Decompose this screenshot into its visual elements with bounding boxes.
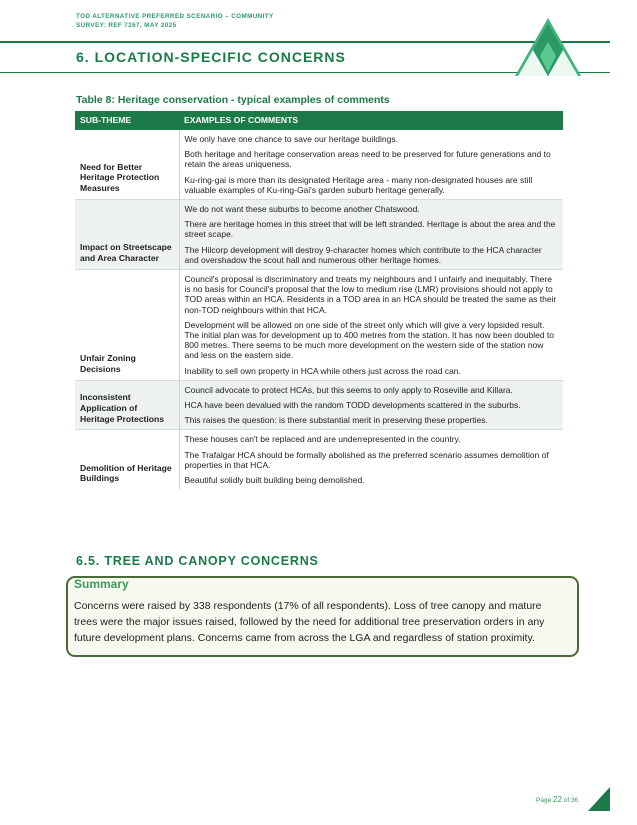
comment-text: These houses can't be replaced and are underrepresented in the country.	[184, 434, 461, 445]
comment-text: Beautiful solidly built building being demolished.	[184, 475, 365, 486]
comment-text: Council advocate to protect HCAs, but this seems to only apply to Roseville and Killara.	[184, 384, 513, 395]
table-row	[75, 430, 563, 489]
column-header-examples: EXAMPLES OF COMMENTS	[179, 111, 563, 130]
comment-text: HCA have been devalued with the random TODD developments scattered in the suburbs.	[184, 400, 521, 411]
page-label: Page	[536, 797, 552, 804]
heritage-comments-table	[75, 111, 563, 489]
table-row	[75, 270, 563, 381]
table-caption: Table 8: Heritage conservation - typical examples of comments	[76, 94, 390, 106]
kicker-line-2: SURVEY: REF 7267, MAY 2025	[76, 22, 177, 29]
table-row	[75, 200, 563, 270]
subtheme-cell: Demolition of Heritage Buildings	[75, 430, 179, 489]
comment-text: Council's proposal is discriminatory and treats my neighbours and I unfairly and inequitably. There is no basis for Council's proposal that the low to medium rise (LMR) provisions should not apply to TOD areas within an HCA. Residents in a TOD area in an HCA should be treated the same as their non-TOD neighbours within that HCA.	[184, 274, 557, 315]
comment-text: We do not want these suburbs to become another Chatswood.	[184, 204, 420, 215]
comment-text: The Hilcorp development will destroy 9-character homes which contribute to the HCA character and overshadow the scout hall and numerous other heritage homes.	[184, 244, 542, 265]
subtheme-cell: Unfair Zoning Decisions	[75, 270, 179, 381]
section-heading: 6.5. TREE AND CANOPY CONCERNS	[76, 554, 319, 568]
page-current: 22	[553, 795, 562, 804]
comment-text: Development will be allowed on one side of the street only which will give a very lopsided result. The initial plan was for development up to 400 metres from the station. It has now been doubled to 800 metres. There seems to be much more development on the western side of the station now and less on the eastern side.	[184, 319, 554, 361]
table-row	[75, 380, 563, 430]
comment-text: This raises the question: is there substantial merit in preserving these properties.	[184, 415, 488, 426]
summary-title: Summary	[74, 577, 129, 591]
kicker-line-1: TOD ALTERNATIVE PREFERRED SCENARIO – COMMUNITY	[76, 13, 274, 20]
corner-triangle-icon	[588, 787, 610, 811]
comment-text: Inability to sell own property in HCA while others just across the road can.	[184, 365, 461, 376]
subtheme-cell: Impact on Streetscape and Area Character	[75, 200, 179, 270]
page-number	[536, 795, 578, 804]
comments-cell	[179, 200, 563, 270]
page-title: 6. LOCATION-SPECIFIC CONCERNS	[76, 49, 346, 65]
comment-text: Both heritage and heritage conservation areas need to be preserved for future generations and to retain the areas uniqueness.	[184, 149, 551, 170]
summary-text: Concerns were raised by 338 respondents (17% of all respondents). Loss of tree canopy and mature trees were the major issues raised, followed by the need for additional tree preservation orders in any future development plans. Concerns came from across the LGA and regardless of station proximity.	[74, 600, 545, 644]
column-header-subtheme: SUB-THEME	[75, 111, 179, 130]
comments-cell	[179, 380, 563, 430]
document-kicker	[76, 12, 274, 30]
comments-cell	[179, 130, 563, 200]
table-row	[75, 130, 563, 200]
comment-text: Ku-ring-gai is more than its designated Heritage area - many non-designated houses are still valuable examples of Ku-ring-Gai's garden suburb heritage generally.	[184, 174, 533, 195]
comments-cell	[179, 430, 563, 489]
subtheme-cell: Need for Better Heritage Protection Measures	[75, 130, 179, 200]
comment-text: We only have one chance to save our heritage buildings.	[184, 134, 398, 144]
comments-cell	[179, 270, 563, 381]
page-total: of 36	[563, 797, 579, 804]
triangle-peaks-logo-icon	[515, 16, 581, 76]
table-header-row	[75, 111, 563, 130]
comment-text: There are heritage homes in this street that will be left stranded. Heritage is about the area and the street scape.	[184, 219, 556, 240]
comment-text: The Trafalgar HCA should be formally abolished as the preferred scenario assumes demolition of properties in that HCA.	[184, 449, 549, 470]
subtheme-cell: Inconsistent Application of Heritage Protections	[75, 380, 179, 430]
